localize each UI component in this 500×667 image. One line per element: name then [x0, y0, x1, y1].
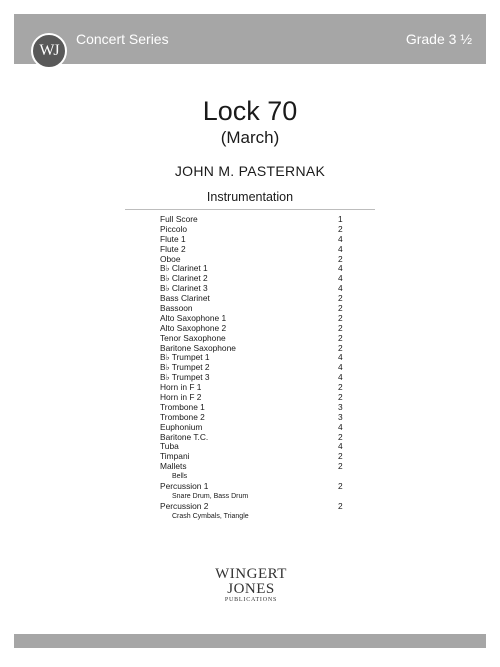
heading-divider [125, 209, 375, 210]
part-row [160, 482, 350, 492]
grade-label: Grade 3 ½ [405, 31, 472, 47]
part-name: Flute 1 [160, 233, 186, 244]
part-name: Trombone 2 [160, 411, 205, 422]
part-count: 2 [338, 431, 343, 442]
part-count: 2 [338, 312, 343, 323]
part-count: 4 [338, 283, 343, 294]
part-count: 2 [338, 461, 343, 472]
part-name: B♭ Clarinet 1 [160, 263, 208, 274]
instrumentation-heading: Instrumentation [206, 190, 294, 204]
piece-subtitle: (March) [220, 128, 280, 147]
part-count: 4 [338, 362, 343, 373]
part-count: 3 [338, 411, 343, 422]
part-name: Percussion 1 [160, 481, 209, 492]
part-name: Tenor Saxophone [160, 332, 226, 343]
part-name: B♭ Trumpet 3 [160, 372, 210, 383]
part-count: 2 [338, 481, 343, 492]
part-name: B♭ Trumpet 1 [160, 352, 210, 363]
part-name: Mallets [160, 461, 187, 472]
part-note: Bells [172, 473, 188, 481]
part-row [160, 462, 350, 472]
piece-title: Lock 70 [202, 96, 298, 126]
part-count: 2 [338, 500, 343, 511]
publisher-logo [208, 566, 294, 604]
part-row [160, 215, 350, 225]
part-count: 2 [338, 451, 343, 462]
part-name: Baritone Saxophone [160, 342, 236, 353]
part-name: Oboe [160, 253, 181, 264]
part-count: 2 [338, 223, 343, 234]
part-name: Bass Clarinet [160, 293, 210, 304]
part-row [160, 433, 350, 443]
part-count: 2 [338, 253, 343, 264]
footer-band [14, 634, 486, 648]
part-count: 4 [338, 441, 343, 452]
part-count: 2 [338, 322, 343, 333]
instrumentation-list [160, 215, 350, 522]
part-name: Flute 2 [160, 243, 186, 254]
part-name: B♭ Clarinet 3 [160, 283, 208, 294]
part-count: 2 [338, 382, 343, 393]
part-name: Baritone T.C. [160, 431, 209, 442]
wj-badge-text: WJ [39, 42, 59, 59]
part-name: Euphonium [160, 421, 203, 432]
logo-line-1: WINGERT [215, 566, 287, 582]
part-name: B♭ Trumpet 2 [160, 362, 210, 373]
part-count: 3 [338, 401, 343, 412]
composer-name: JOHN M. PASTERNAK [174, 163, 326, 179]
part-name: Bassoon [160, 303, 193, 314]
logo-line-2: JONES [227, 581, 275, 597]
part-name: Full Score [160, 214, 198, 224]
part-count: 2 [338, 293, 343, 304]
part-count: 4 [338, 421, 343, 432]
part-name: Alto Saxophone 2 [160, 322, 227, 333]
part-row [160, 245, 350, 255]
part-name: Piccolo [160, 223, 187, 234]
part-name: Alto Saxophone 1 [160, 312, 227, 323]
part-name: Percussion 2 [160, 500, 209, 511]
part-count: 4 [338, 243, 343, 254]
logo-line-3: PUBLICATIONS [224, 597, 278, 603]
wj-logo-badge [31, 33, 67, 69]
part-row [160, 452, 350, 462]
part-count: 4 [338, 233, 343, 244]
series-label: Concert Series [76, 31, 169, 47]
part-count: 4 [338, 263, 343, 274]
part-count: 2 [338, 392, 343, 403]
part-note: Snare Drum, Bass Drum [172, 492, 249, 500]
part-name: B♭ Clarinet 2 [160, 273, 208, 284]
part-name: Horn in F 2 [160, 392, 202, 403]
part-count: 2 [338, 342, 343, 353]
part-count: 1 [338, 214, 343, 224]
part-count: 4 [338, 352, 343, 363]
part-count: 4 [338, 372, 343, 383]
part-row [160, 225, 350, 235]
part-name: Tuba [160, 441, 179, 452]
part-name: Trombone 1 [160, 401, 205, 412]
part-row [160, 235, 350, 245]
part-name: Horn in F 1 [160, 382, 202, 393]
part-count: 2 [338, 303, 343, 314]
part-count: 4 [338, 273, 343, 284]
part-name: Timpani [160, 451, 190, 462]
part-note: Crash Cymbals, Triangle [172, 512, 249, 520]
part-row [160, 502, 350, 512]
part-count: 2 [338, 332, 343, 343]
